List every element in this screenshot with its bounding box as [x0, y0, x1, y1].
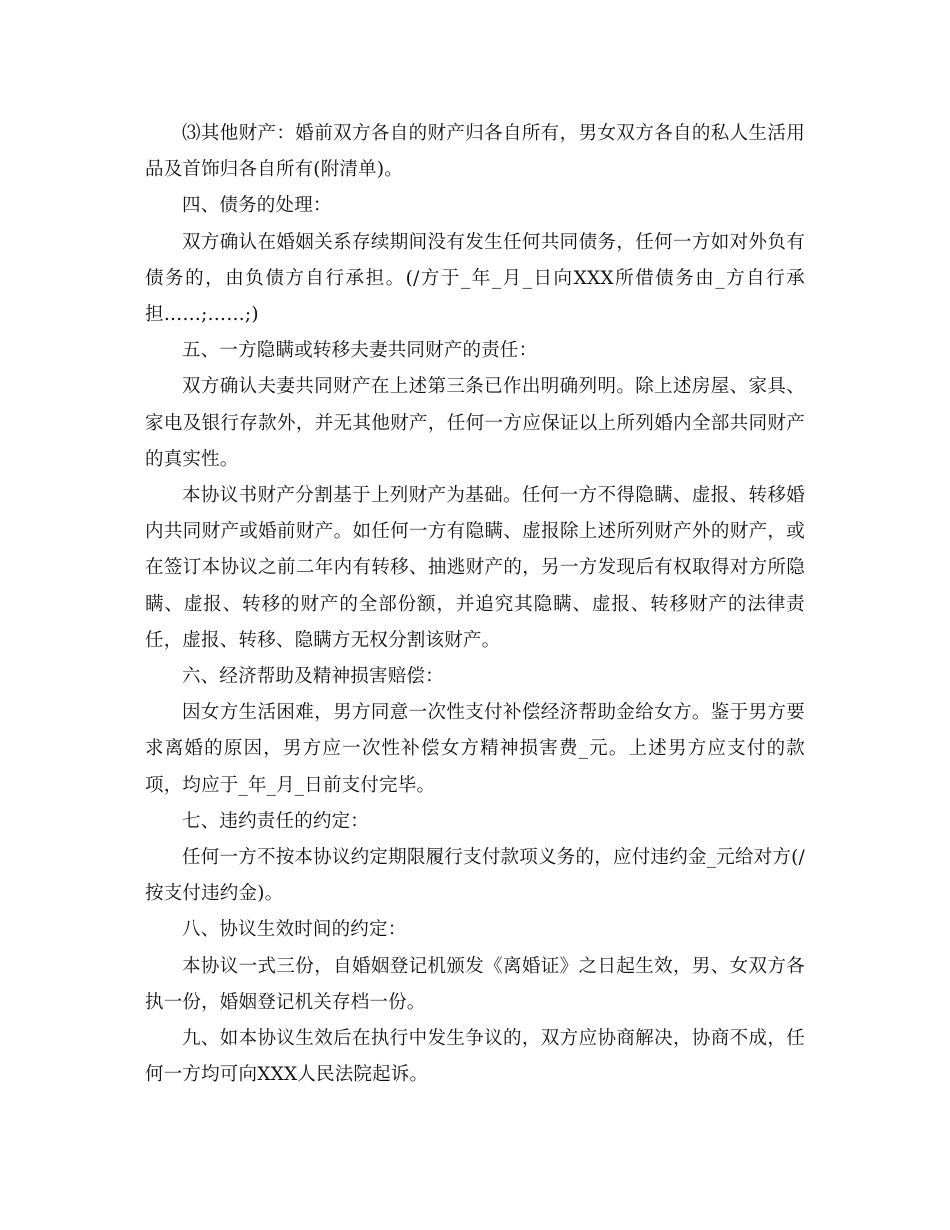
paragraph-breach-penalty: 任何一方不按本协议约定期限履行支付款项义务的，应付违约金_元给对方(/按支付违约金)。 — [145, 847, 805, 905]
heading-breach-liability: 七、违约责任的约定： — [182, 810, 370, 832]
paragraph-property-confirmation: 双方确认夫妻共同财产在上述第三条已作出明确列明。除上述房屋、家具、家电及银行存款外，并无其他财产，任何一方应保证以上所列婚内全部共同财产的真实性。 — [145, 376, 805, 470]
paragraph-compensation-details: 因女方生活困难，男方同意一次性支付补偿经济帮助金给女方。鉴于男方要求离婚的原因，男方应一次性补偿女方精神损害费_元。上述男方应支付的款项，均应于_年_月_日前支付完毕。 — [145, 702, 805, 796]
paragraph-property-division-basis: 本协议书财产分割基于上列财产为基础。任何一方不得隐瞒、虚报、转移婚内共同财产或婚前财产。如任何一方有隐瞒、虚报除上述所列财产外的财产，或在签订本协议之前二年内有转移、抽逃财产的，另一方发现后有权取得对方所隐瞒、虚报、转移的财产的全部份额，并追究其隐瞒、虚报、转移财产的法律责任，虚报、转移、隐瞒方无权分割该财产。 — [145, 485, 805, 651]
paragraph-dispute-resolution: 九、如本协议生效后在执行中发生争议的，双方应协商解决，协商不成，任何一方均可向XXX人民法院起诉。 — [145, 1028, 805, 1086]
document-body — [145, 116, 805, 1093]
heading-concealment-liability: 五、一方隐瞒或转移夫妻共同财产的责任： — [182, 340, 538, 362]
paragraph-debt-confirmation: 双方确认在婚姻关系存续期间没有发生任何共同债务，任何一方如对外负有债务的，由负债方自行承担。(/方于_年_月_日向XXX所借债务由_方自行承担……;……;) — [145, 231, 805, 326]
heading-debt-handling: 四、债务的处理： — [182, 195, 332, 217]
heading-economic-help-compensation: 六、经济帮助及精神损害赔偿： — [182, 666, 444, 688]
paragraph-copies-and-effect: 本协议一式三份，自婚姻登记机颁发《离婚证》之日起生效，男、女双方各执一份，婚姻登记机关存档一份。 — [145, 955, 805, 1013]
paragraph-other-property: ⑶其他财产：婚前双方各自的财产归各自所有，男女双方各自的私人生活用品及首饰归各自所有(附清单)。 — [145, 123, 805, 181]
heading-effective-time: 八、协议生效时间的约定： — [182, 919, 407, 941]
